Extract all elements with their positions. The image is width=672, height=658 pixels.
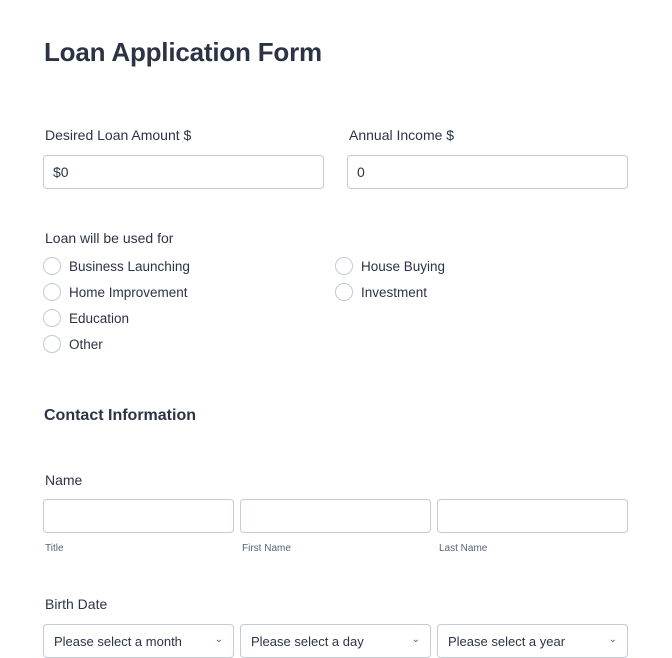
first-name-input[interactable] <box>240 499 431 533</box>
birth-year-select[interactable] <box>437 624 628 658</box>
radio-label: Business Launching <box>69 258 190 274</box>
annual-income-input[interactable] <box>347 155 628 189</box>
radio-label: Education <box>69 310 130 326</box>
radio-circle-icon[interactable] <box>43 257 61 275</box>
radio-education[interactable] <box>43 309 129 327</box>
form-title: Loan Application Form <box>44 37 322 67</box>
loan-use-label: Loan will be used for <box>45 230 174 246</box>
birth-day-select[interactable] <box>240 624 431 658</box>
radio-circle-icon[interactable] <box>43 283 61 301</box>
radio-circle-icon[interactable] <box>43 335 61 353</box>
loan-amount-input[interactable] <box>43 155 324 189</box>
loan-amount-label: Desired Loan Amount $ <box>45 127 192 143</box>
radio-other[interactable] <box>43 335 103 353</box>
radio-label: House Buying <box>361 258 446 274</box>
radio-circle-icon[interactable] <box>335 283 353 301</box>
birth-month-select[interactable] <box>43 624 234 658</box>
radio-label: Other <box>69 336 103 352</box>
chevron-down-icon: ⌄ <box>411 634 420 645</box>
radio-home-improvement[interactable] <box>43 283 188 301</box>
radio-label: Investment <box>361 284 428 300</box>
birth-date-label: Birth Date <box>45 596 108 612</box>
select-value: Please select a year <box>448 634 566 649</box>
chevron-down-icon: ⌄ <box>608 634 617 645</box>
last-name-input[interactable] <box>437 499 628 533</box>
radio-business-launching[interactable] <box>43 257 190 275</box>
last-name-sublabel: Last Name <box>439 543 488 554</box>
name-label: Name <box>45 472 83 488</box>
title-sublabel: Title <box>45 543 64 554</box>
chevron-down-icon: ⌄ <box>214 634 223 645</box>
select-value: Please select a month <box>54 634 182 649</box>
first-name-sublabel: First Name <box>242 543 291 554</box>
radio-investment[interactable] <box>335 283 427 301</box>
select-value: Please select a day <box>251 634 364 649</box>
radio-label: Home Improvement <box>69 284 188 300</box>
radio-circle-icon[interactable] <box>335 257 353 275</box>
radio-circle-icon[interactable] <box>43 309 61 327</box>
title-input[interactable] <box>43 499 234 533</box>
radio-house-buying[interactable] <box>335 257 445 275</box>
annual-income-label: Annual Income $ <box>349 127 455 143</box>
contact-section-heading: Contact Information <box>44 407 196 424</box>
